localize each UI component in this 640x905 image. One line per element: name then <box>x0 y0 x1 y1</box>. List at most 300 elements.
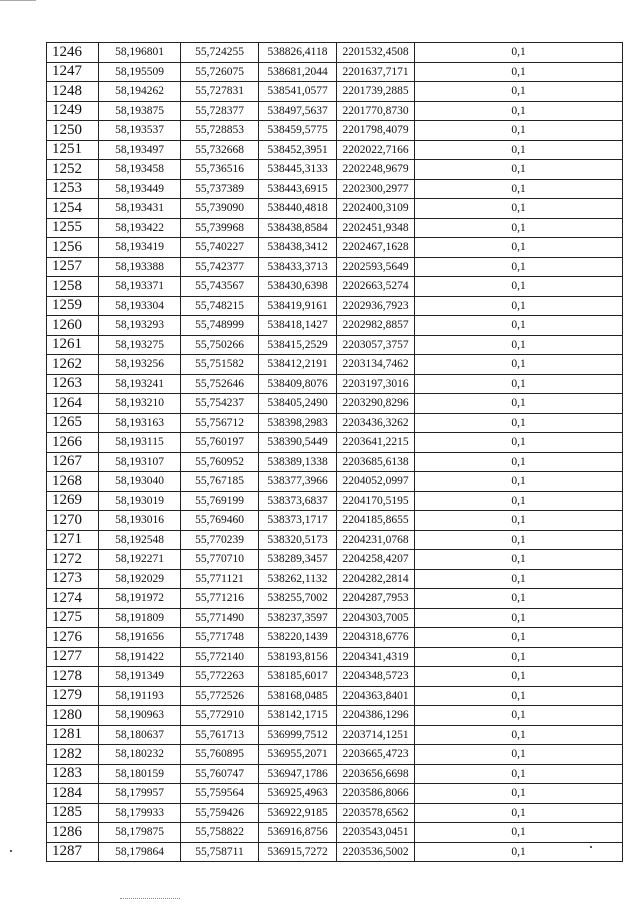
x-coordinate-cell: 538168,0485 <box>259 686 337 706</box>
x-coordinate-cell: 538289,3457 <box>259 550 337 570</box>
x-coordinate-cell: 536947,1786 <box>259 764 337 784</box>
accuracy-cell: 0,1 <box>415 374 623 394</box>
x-coordinate-cell: 536922,9185 <box>259 803 337 823</box>
x-coordinate-cell: 538430,6398 <box>259 277 337 297</box>
x-coordinate-cell: 536925,4963 <box>259 784 337 804</box>
point-number-cell: 1247 <box>47 62 99 82</box>
point-number-cell: 1269 <box>47 491 99 511</box>
y-coordinate-cell: 2203685,6138 <box>337 452 415 472</box>
x-coordinate-cell: 538142,1715 <box>259 706 337 726</box>
longitude-cell: 55,772910 <box>181 706 259 726</box>
latitude-cell: 58,180232 <box>99 745 181 765</box>
table-row <box>47 43 623 63</box>
point-number-cell: 1261 <box>47 335 99 355</box>
table-row <box>47 706 623 726</box>
y-coordinate-cell: 2202300,2977 <box>337 179 415 199</box>
x-coordinate-cell: 538193,8156 <box>259 647 337 667</box>
latitude-cell: 58,191349 <box>99 667 181 687</box>
longitude-cell: 55,772526 <box>181 686 259 706</box>
latitude-cell: 58,192271 <box>99 550 181 570</box>
accuracy-cell: 0,1 <box>415 62 623 82</box>
point-number-cell: 1280 <box>47 706 99 726</box>
x-coordinate-cell: 538377,3966 <box>259 472 337 492</box>
x-coordinate-cell: 538220,1439 <box>259 628 337 648</box>
point-number-cell: 1259 <box>47 296 99 316</box>
latitude-cell: 58,179933 <box>99 803 181 823</box>
longitude-cell: 55,759564 <box>181 784 259 804</box>
x-coordinate-cell: 536955,2071 <box>259 745 337 765</box>
latitude-cell: 58,191656 <box>99 628 181 648</box>
latitude-cell: 58,193304 <box>99 296 181 316</box>
point-number-cell: 1284 <box>47 784 99 804</box>
table-row <box>47 608 623 628</box>
point-number-cell: 1273 <box>47 569 99 589</box>
latitude-cell: 58,196801 <box>99 43 181 63</box>
accuracy-cell: 0,1 <box>415 355 623 375</box>
point-number-cell: 1272 <box>47 550 99 570</box>
point-number-cell: 1283 <box>47 764 99 784</box>
longitude-cell: 55,760952 <box>181 452 259 472</box>
longitude-cell: 55,751582 <box>181 355 259 375</box>
accuracy-cell: 0,1 <box>415 472 623 492</box>
scan-speck <box>590 846 592 848</box>
accuracy-cell: 0,1 <box>415 530 623 550</box>
y-coordinate-cell: 2202982,8857 <box>337 316 415 336</box>
table-row <box>47 433 623 453</box>
accuracy-cell: 0,1 <box>415 706 623 726</box>
table-row <box>47 413 623 433</box>
latitude-cell: 58,193422 <box>99 218 181 238</box>
accuracy-cell: 0,1 <box>415 296 623 316</box>
accuracy-cell: 0,1 <box>415 121 623 141</box>
latitude-cell: 58,193241 <box>99 374 181 394</box>
longitude-cell: 55,761713 <box>181 725 259 745</box>
table-row <box>47 472 623 492</box>
latitude-cell: 58,194262 <box>99 82 181 102</box>
y-coordinate-cell: 2204231,0768 <box>337 530 415 550</box>
table-row <box>47 803 623 823</box>
table-row <box>47 179 623 199</box>
x-coordinate-cell: 538419,9161 <box>259 296 337 316</box>
y-coordinate-cell: 2204303,7005 <box>337 608 415 628</box>
y-coordinate-cell: 2204287,7953 <box>337 589 415 609</box>
y-coordinate-cell: 2203436,3262 <box>337 413 415 433</box>
y-coordinate-cell: 2204185,8655 <box>337 511 415 531</box>
x-coordinate-cell: 538445,3133 <box>259 160 337 180</box>
table-row <box>47 784 623 804</box>
accuracy-cell: 0,1 <box>415 199 623 219</box>
table-row <box>47 140 623 160</box>
x-coordinate-cell: 538237,3597 <box>259 608 337 628</box>
y-coordinate-cell: 2202248,9679 <box>337 160 415 180</box>
longitude-cell: 55,767185 <box>181 472 259 492</box>
y-coordinate-cell: 2203543,0451 <box>337 823 415 843</box>
y-coordinate-cell: 2202400,3109 <box>337 199 415 219</box>
x-coordinate-cell: 538443,6915 <box>259 179 337 199</box>
point-number-cell: 1267 <box>47 452 99 472</box>
latitude-cell: 58,193875 <box>99 101 181 121</box>
table-row <box>47 296 623 316</box>
latitude-cell: 58,193275 <box>99 335 181 355</box>
accuracy-cell: 0,1 <box>415 316 623 336</box>
point-number-cell: 1260 <box>47 316 99 336</box>
x-coordinate-cell: 538373,1717 <box>259 511 337 531</box>
longitude-cell: 55,758822 <box>181 823 259 843</box>
scan-speck <box>10 850 12 852</box>
x-coordinate-cell: 538262,1132 <box>259 569 337 589</box>
point-number-cell: 1271 <box>47 530 99 550</box>
longitude-cell: 55,771490 <box>181 608 259 628</box>
latitude-cell: 58,193163 <box>99 413 181 433</box>
point-number-cell: 1275 <box>47 608 99 628</box>
y-coordinate-cell: 2202467,1628 <box>337 238 415 258</box>
point-number-cell: 1264 <box>47 394 99 414</box>
point-number-cell: 1253 <box>47 179 99 199</box>
x-coordinate-cell: 538373,6837 <box>259 491 337 511</box>
point-number-cell: 1270 <box>47 511 99 531</box>
y-coordinate-cell: 2202663,5274 <box>337 277 415 297</box>
latitude-cell: 58,179957 <box>99 784 181 804</box>
y-coordinate-cell: 2203656,6698 <box>337 764 415 784</box>
x-coordinate-cell: 538185,6017 <box>259 667 337 687</box>
y-coordinate-cell: 2204386,1296 <box>337 706 415 726</box>
accuracy-cell: 0,1 <box>415 160 623 180</box>
longitude-cell: 55,769199 <box>181 491 259 511</box>
table-row <box>47 335 623 355</box>
table-row <box>47 589 623 609</box>
accuracy-cell: 0,1 <box>415 238 623 258</box>
table-row <box>47 667 623 687</box>
x-coordinate-cell: 538438,3412 <box>259 238 337 258</box>
table-row <box>47 745 623 765</box>
table-row <box>47 160 623 180</box>
accuracy-cell: 0,1 <box>415 686 623 706</box>
x-coordinate-cell: 536916,8756 <box>259 823 337 843</box>
point-number-cell: 1258 <box>47 277 99 297</box>
point-number-cell: 1282 <box>47 745 99 765</box>
x-coordinate-cell: 538681,2044 <box>259 62 337 82</box>
accuracy-cell: 0,1 <box>415 823 623 843</box>
table-row <box>47 199 623 219</box>
longitude-cell: 55,726075 <box>181 62 259 82</box>
y-coordinate-cell: 2203536,5002 <box>337 842 415 862</box>
point-number-cell: 1255 <box>47 218 99 238</box>
latitude-cell: 58,193293 <box>99 316 181 336</box>
accuracy-cell: 0,1 <box>415 394 623 414</box>
point-number-cell: 1277 <box>47 647 99 667</box>
x-coordinate-cell: 538826,4118 <box>259 43 337 63</box>
longitude-cell: 55,743567 <box>181 277 259 297</box>
point-number-cell: 1278 <box>47 667 99 687</box>
y-coordinate-cell: 2203057,3757 <box>337 335 415 355</box>
x-coordinate-cell: 538405,2490 <box>259 394 337 414</box>
y-coordinate-cell: 2204318,6776 <box>337 628 415 648</box>
point-number-cell: 1265 <box>47 413 99 433</box>
point-number-cell: 1251 <box>47 140 99 160</box>
latitude-cell: 58,193371 <box>99 277 181 297</box>
point-number-cell: 1274 <box>47 589 99 609</box>
accuracy-cell: 0,1 <box>415 667 623 687</box>
longitude-cell: 55,772140 <box>181 647 259 667</box>
accuracy-cell: 0,1 <box>415 413 623 433</box>
latitude-cell: 58,191972 <box>99 589 181 609</box>
latitude-cell: 58,193537 <box>99 121 181 141</box>
accuracy-cell: 0,1 <box>415 550 623 570</box>
accuracy-cell: 0,1 <box>415 140 623 160</box>
accuracy-cell: 0,1 <box>415 745 623 765</box>
longitude-cell: 55,742377 <box>181 257 259 277</box>
point-number-cell: 1249 <box>47 101 99 121</box>
accuracy-cell: 0,1 <box>415 725 623 745</box>
accuracy-cell: 0,1 <box>415 569 623 589</box>
latitude-cell: 58,193016 <box>99 511 181 531</box>
x-coordinate-cell: 538398,2983 <box>259 413 337 433</box>
longitude-cell: 55,760895 <box>181 745 259 765</box>
accuracy-cell: 0,1 <box>415 764 623 784</box>
point-number-cell: 1285 <box>47 803 99 823</box>
latitude-cell: 58,193107 <box>99 452 181 472</box>
longitude-cell: 55,760747 <box>181 764 259 784</box>
y-coordinate-cell: 2201798,4079 <box>337 121 415 141</box>
longitude-cell: 55,769460 <box>181 511 259 531</box>
table-row <box>47 764 623 784</box>
x-coordinate-cell: 538452,3951 <box>259 140 337 160</box>
coordinates-table-body <box>47 43 623 862</box>
longitude-cell: 55,724255 <box>181 43 259 63</box>
x-coordinate-cell: 538497,5637 <box>259 101 337 121</box>
longitude-cell: 55,771216 <box>181 589 259 609</box>
latitude-cell: 58,193115 <box>99 433 181 453</box>
table-row <box>47 686 623 706</box>
latitude-cell: 58,180159 <box>99 764 181 784</box>
accuracy-cell: 0,1 <box>415 608 623 628</box>
point-number-cell: 1268 <box>47 472 99 492</box>
longitude-cell: 55,727831 <box>181 82 259 102</box>
accuracy-cell: 0,1 <box>415 842 623 862</box>
accuracy-cell: 0,1 <box>415 277 623 297</box>
scan-smudge <box>120 898 180 900</box>
accuracy-cell: 0,1 <box>415 647 623 667</box>
y-coordinate-cell: 2203665,4723 <box>337 745 415 765</box>
table-row <box>47 394 623 414</box>
x-coordinate-cell: 538418,1427 <box>259 316 337 336</box>
longitude-cell: 55,759426 <box>181 803 259 823</box>
longitude-cell: 55,739090 <box>181 199 259 219</box>
table-row <box>47 823 623 843</box>
table-row <box>47 218 623 238</box>
y-coordinate-cell: 2203641,2215 <box>337 433 415 453</box>
latitude-cell: 58,191422 <box>99 647 181 667</box>
point-number-cell: 1263 <box>47 374 99 394</box>
latitude-cell: 58,190963 <box>99 706 181 726</box>
y-coordinate-cell: 2203197,3016 <box>337 374 415 394</box>
y-coordinate-cell: 2204258,4207 <box>337 550 415 570</box>
accuracy-cell: 0,1 <box>415 101 623 121</box>
x-coordinate-cell: 538255,7002 <box>259 589 337 609</box>
accuracy-cell: 0,1 <box>415 179 623 199</box>
latitude-cell: 58,193431 <box>99 199 181 219</box>
table-row <box>47 238 623 258</box>
table-row <box>47 530 623 550</box>
longitude-cell: 55,752646 <box>181 374 259 394</box>
accuracy-cell: 0,1 <box>415 43 623 63</box>
point-number-cell: 1266 <box>47 433 99 453</box>
table-row <box>47 569 623 589</box>
table-row <box>47 842 623 862</box>
longitude-cell: 55,770710 <box>181 550 259 570</box>
x-coordinate-cell: 538433,3713 <box>259 257 337 277</box>
scan-edge-mark <box>0 0 36 1</box>
table-row <box>47 82 623 102</box>
accuracy-cell: 0,1 <box>415 452 623 472</box>
y-coordinate-cell: 2202022,7166 <box>337 140 415 160</box>
longitude-cell: 55,770239 <box>181 530 259 550</box>
table-row <box>47 647 623 667</box>
y-coordinate-cell: 2201532,4508 <box>337 43 415 63</box>
point-number-cell: 1246 <box>47 43 99 63</box>
x-coordinate-cell: 538438,8584 <box>259 218 337 238</box>
longitude-cell: 55,728853 <box>181 121 259 141</box>
accuracy-cell: 0,1 <box>415 589 623 609</box>
point-number-cell: 1257 <box>47 257 99 277</box>
y-coordinate-cell: 2204052,0997 <box>337 472 415 492</box>
longitude-cell: 55,756712 <box>181 413 259 433</box>
x-coordinate-cell: 538320,5173 <box>259 530 337 550</box>
x-coordinate-cell: 536999,7512 <box>259 725 337 745</box>
y-coordinate-cell: 2203578,6562 <box>337 803 415 823</box>
table-row <box>47 101 623 121</box>
accuracy-cell: 0,1 <box>415 803 623 823</box>
table-row <box>47 511 623 531</box>
table-row <box>47 277 623 297</box>
x-coordinate-cell: 538459,5775 <box>259 121 337 141</box>
longitude-cell: 55,748999 <box>181 316 259 336</box>
y-coordinate-cell: 2204341,4319 <box>337 647 415 667</box>
latitude-cell: 58,192548 <box>99 530 181 550</box>
y-coordinate-cell: 2204170,5195 <box>337 491 415 511</box>
longitude-cell: 55,737389 <box>181 179 259 199</box>
x-coordinate-cell: 538409,8076 <box>259 374 337 394</box>
latitude-cell: 58,191809 <box>99 608 181 628</box>
accuracy-cell: 0,1 <box>415 433 623 453</box>
accuracy-cell: 0,1 <box>415 628 623 648</box>
x-coordinate-cell: 538390,5449 <box>259 433 337 453</box>
table-row <box>47 316 623 336</box>
longitude-cell: 55,750266 <box>181 335 259 355</box>
table-row <box>47 121 623 141</box>
latitude-cell: 58,193210 <box>99 394 181 414</box>
latitude-cell: 58,195509 <box>99 62 181 82</box>
y-coordinate-cell: 2201770,8730 <box>337 101 415 121</box>
accuracy-cell: 0,1 <box>415 335 623 355</box>
point-number-cell: 1262 <box>47 355 99 375</box>
longitude-cell: 55,771748 <box>181 628 259 648</box>
accuracy-cell: 0,1 <box>415 218 623 238</box>
y-coordinate-cell: 2204282,2814 <box>337 569 415 589</box>
y-coordinate-cell: 2203586,8066 <box>337 784 415 804</box>
coordinates-table <box>46 42 623 862</box>
table-row <box>47 628 623 648</box>
y-coordinate-cell: 2201739,2885 <box>337 82 415 102</box>
point-number-cell: 1254 <box>47 199 99 219</box>
point-number-cell: 1252 <box>47 160 99 180</box>
table-row <box>47 257 623 277</box>
longitude-cell: 55,754237 <box>181 394 259 414</box>
point-number-cell: 1281 <box>47 725 99 745</box>
y-coordinate-cell: 2202451,9348 <box>337 218 415 238</box>
x-coordinate-cell: 538389,1338 <box>259 452 337 472</box>
table-row <box>47 62 623 82</box>
point-number-cell: 1287 <box>47 842 99 862</box>
point-number-cell: 1250 <box>47 121 99 141</box>
table-row <box>47 550 623 570</box>
x-coordinate-cell: 538541,0577 <box>259 82 337 102</box>
y-coordinate-cell: 2201637,7171 <box>337 62 415 82</box>
x-coordinate-cell: 538412,2191 <box>259 355 337 375</box>
latitude-cell: 58,193040 <box>99 472 181 492</box>
longitude-cell: 55,740227 <box>181 238 259 258</box>
x-coordinate-cell: 536915,7272 <box>259 842 337 862</box>
latitude-cell: 58,193497 <box>99 140 181 160</box>
latitude-cell: 58,193388 <box>99 257 181 277</box>
longitude-cell: 55,736516 <box>181 160 259 180</box>
y-coordinate-cell: 2203290,8296 <box>337 394 415 414</box>
table-row <box>47 491 623 511</box>
longitude-cell: 55,739968 <box>181 218 259 238</box>
x-coordinate-cell: 538415,2529 <box>259 335 337 355</box>
point-number-cell: 1279 <box>47 686 99 706</box>
latitude-cell: 58,179875 <box>99 823 181 843</box>
table-row <box>47 374 623 394</box>
table-row <box>47 725 623 745</box>
longitude-cell: 55,772263 <box>181 667 259 687</box>
longitude-cell: 55,732668 <box>181 140 259 160</box>
longitude-cell: 55,748215 <box>181 296 259 316</box>
table-row <box>47 355 623 375</box>
longitude-cell: 55,728377 <box>181 101 259 121</box>
longitude-cell: 55,771121 <box>181 569 259 589</box>
accuracy-cell: 0,1 <box>415 491 623 511</box>
accuracy-cell: 0,1 <box>415 82 623 102</box>
point-number-cell: 1286 <box>47 823 99 843</box>
x-coordinate-cell: 538440,4818 <box>259 199 337 219</box>
latitude-cell: 58,193458 <box>99 160 181 180</box>
latitude-cell: 58,192029 <box>99 569 181 589</box>
y-coordinate-cell: 2204348,5723 <box>337 667 415 687</box>
point-number-cell: 1276 <box>47 628 99 648</box>
y-coordinate-cell: 2203714,1251 <box>337 725 415 745</box>
longitude-cell: 55,760197 <box>181 433 259 453</box>
point-number-cell: 1248 <box>47 82 99 102</box>
latitude-cell: 58,193449 <box>99 179 181 199</box>
accuracy-cell: 0,1 <box>415 784 623 804</box>
accuracy-cell: 0,1 <box>415 257 623 277</box>
y-coordinate-cell: 2202593,5649 <box>337 257 415 277</box>
y-coordinate-cell: 2202936,7923 <box>337 296 415 316</box>
latitude-cell: 58,179864 <box>99 842 181 862</box>
latitude-cell: 58,191193 <box>99 686 181 706</box>
latitude-cell: 58,193419 <box>99 238 181 258</box>
y-coordinate-cell: 2203134,7462 <box>337 355 415 375</box>
latitude-cell: 58,193256 <box>99 355 181 375</box>
point-number-cell: 1256 <box>47 238 99 258</box>
latitude-cell: 58,180637 <box>99 725 181 745</box>
table-row <box>47 452 623 472</box>
latitude-cell: 58,193019 <box>99 491 181 511</box>
longitude-cell: 55,758711 <box>181 842 259 862</box>
y-coordinate-cell: 2204363,8401 <box>337 686 415 706</box>
accuracy-cell: 0,1 <box>415 511 623 531</box>
